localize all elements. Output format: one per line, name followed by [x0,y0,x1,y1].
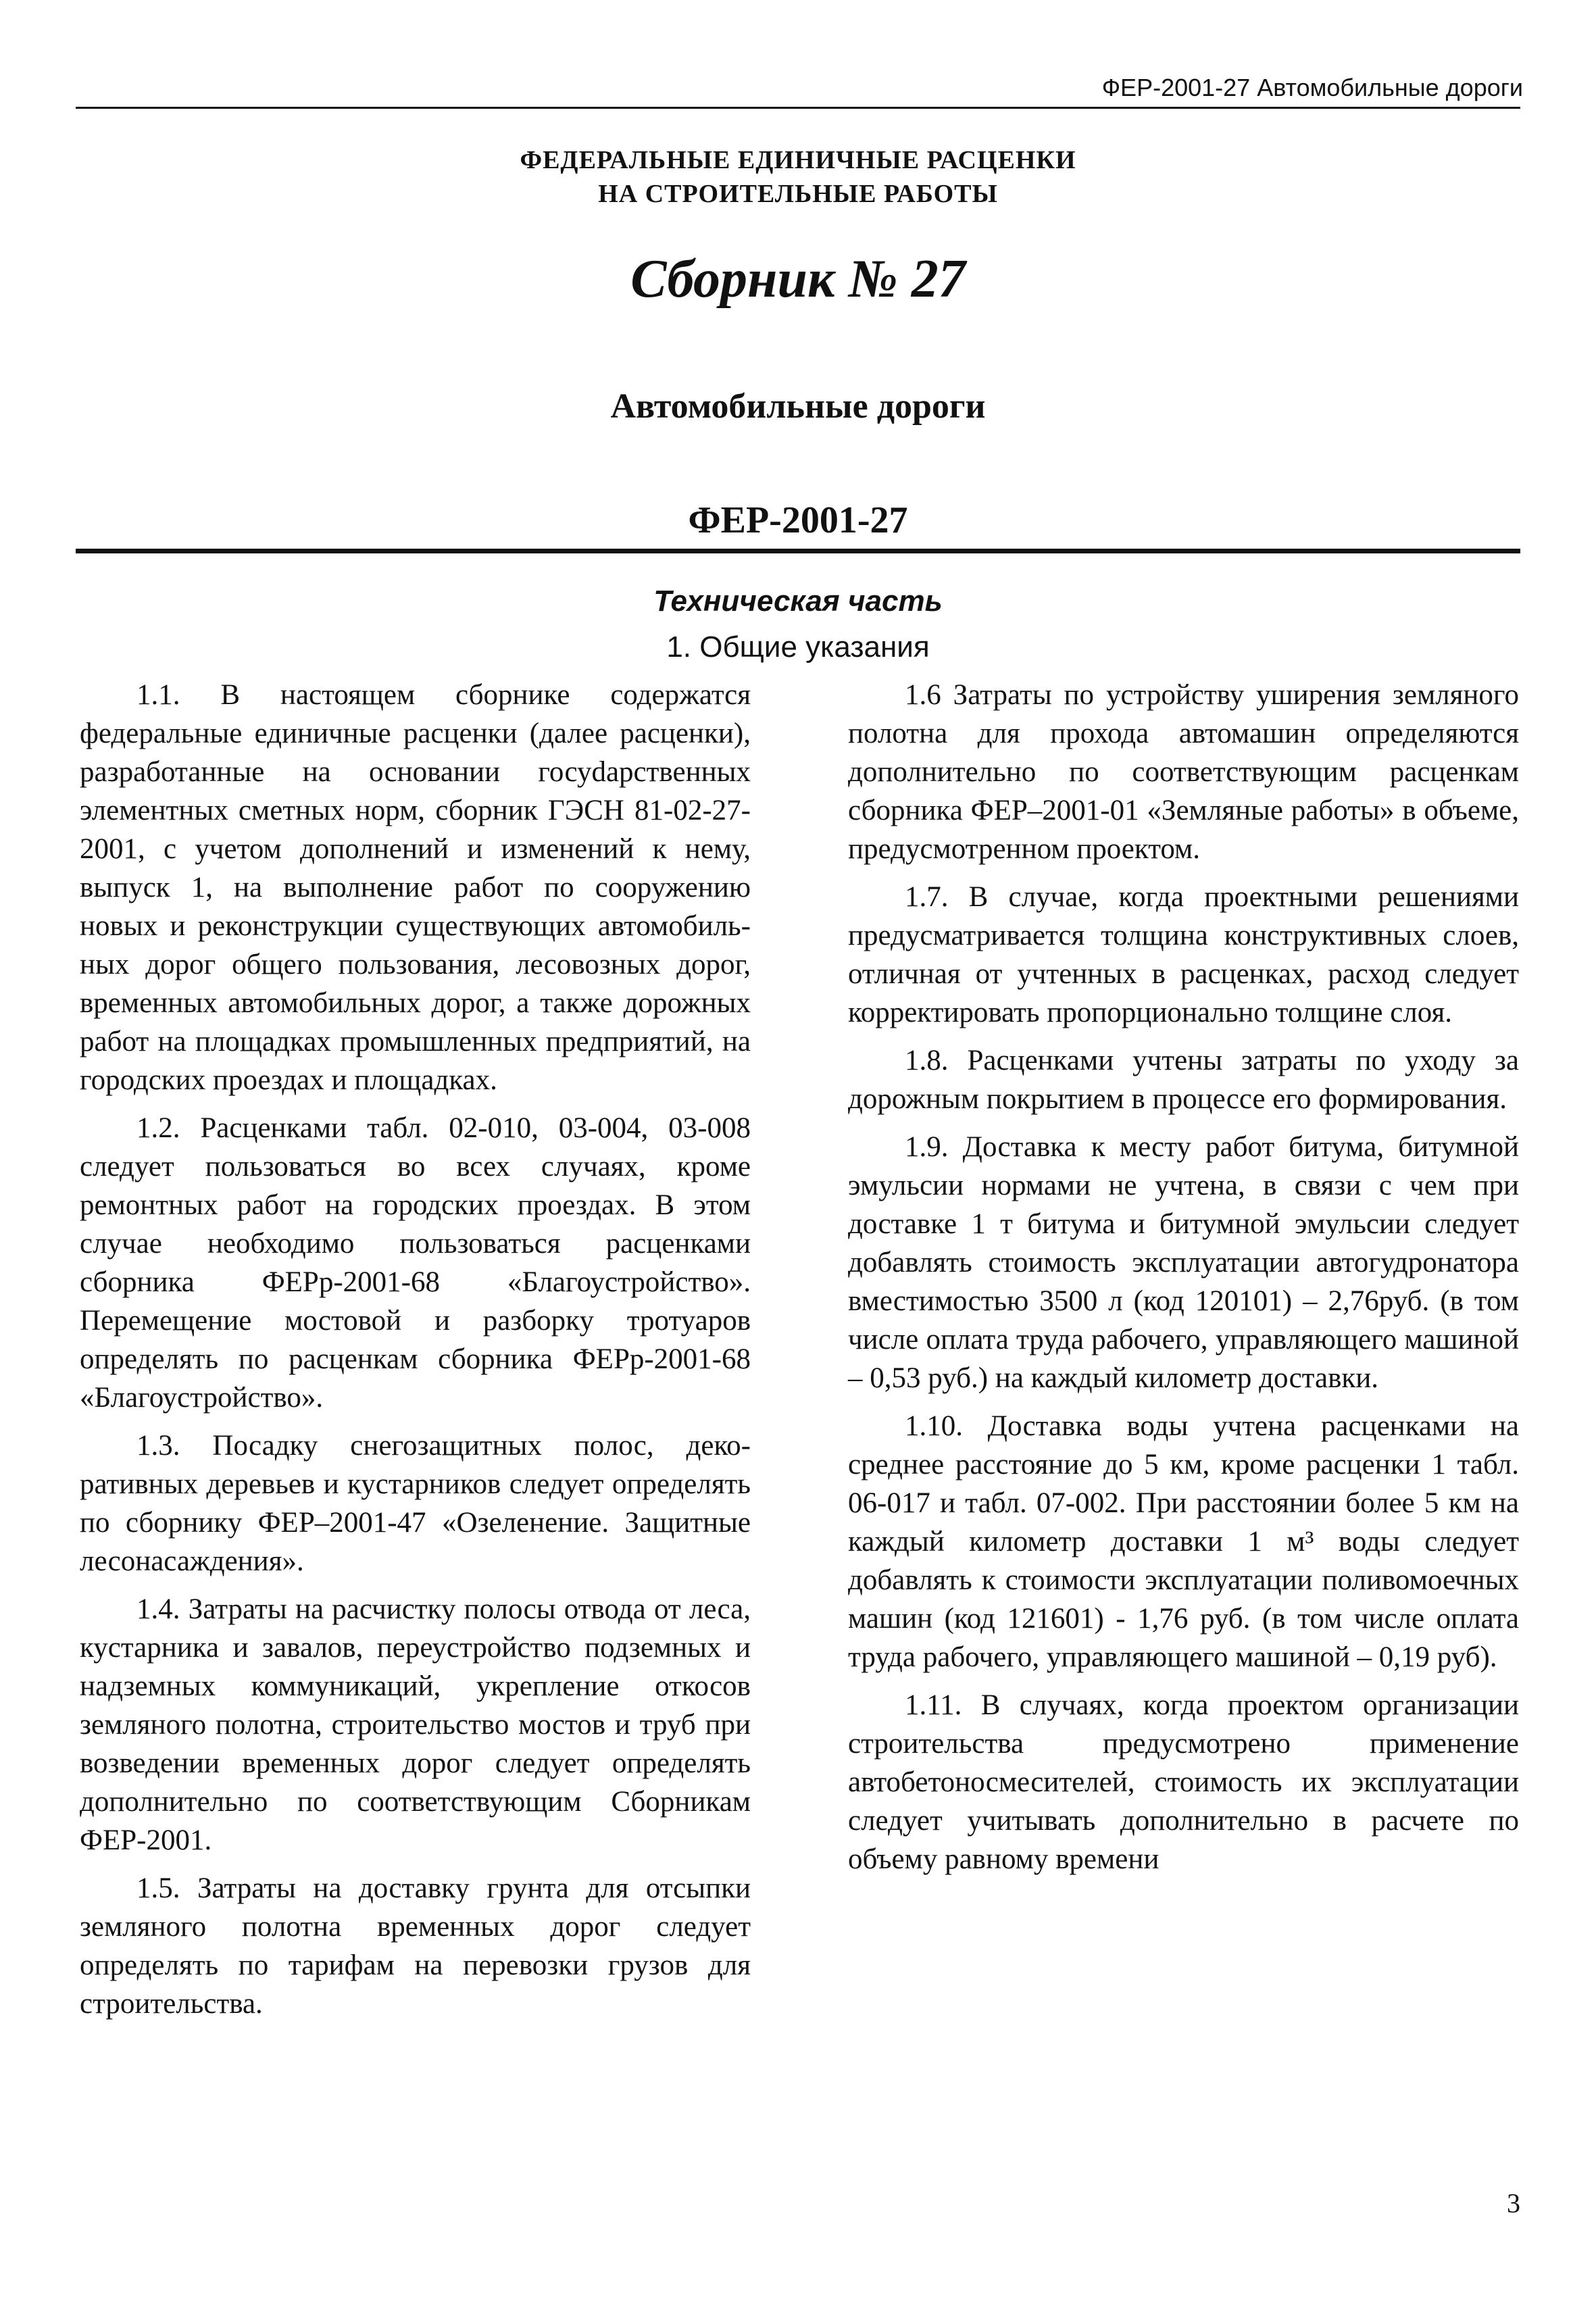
part-title: Техническая часть [653,584,943,618]
heading-line-1: ФЕДЕРАЛЬНЫЕ ЕДИНИЧНЫЕ РАСЦЕНКИ [520,146,1076,174]
paragraph-1-4: 1.4. Затраты на расчистку полосы отвода от леса, кустарника и завалов, переустройство подземных и надземных коммуникаций, укрепление откосов земляного полотна, строительство мостов и труб при возведении временных дорог следует определять дополнительно по соответствующим Сборникам ФЕР-2001. [80,1593,751,1856]
left-column [80,676,751,2033]
paragraph-1-2: 1.2. Расценками табл. 02-010, 03-004, 03-008 следует пользоваться во всех случаях, кроме ремонтных работ на городских проездах. В этом случае необходимо пользоваться расценками сборника ФЕРр-2001-68 «Благоустройство». Перемещение мостовой и разборку тротуаров определять по расценкам сборника ФЕРр-2001-68 «Благоустройство». [80,1112,751,1414]
heading-line-2: НА СТРОИТЕЛЬНЫЕ РАБОТЫ [598,180,998,208]
header-rule [76,107,1520,109]
right-column [848,676,1519,1888]
collection-code: ФЕР-2001-27 [688,499,908,541]
paragraph-1-11: 1.11. В случаях, когда проектом организации строительства предусмотрено применение автобетоносмесителей, стоимость их эксплуатации следует учитывать дополнительно в расчете по объему равному времени [848,1689,1519,1875]
title-rule [76,549,1520,553]
paragraph-1-8: 1.8. Расценками учтены затраты по уходу за дорожным покрытием в процессе его формирования. [848,1045,1519,1115]
collection-title: Сборник № 27 [630,249,966,309]
paragraph-1-10: 1.10. Доставка воды учтена расценками на среднее расстояние до 5 км, кроме расценки 1 табл. 06-017 и табл. 07-002. При расстоянии более 5 км на каждый километр доставки 1 м³ воды следует добавлять к стоимости эксплуатации поливомоечных машин (код 121601) - 1,76 руб. (в том числе оплата труда рабочего, управляющего машиной – 0,19 руб). [848,1410,1519,1673]
paragraph-1-7: 1.7. В случае, когда проектными решениями предусматривается толщина конструктивных слоев, отличная от учтенных в расценках, расход следует корректировать пропорционально толщине слоя. [848,881,1519,1028]
paragraph-1-3: 1.3. Посадку снегозащитных полос, декоративных деревьев и кустарников следует определять по сборнику ФЕР–2001-47 «Озеленение. Защитные лесонасаждения». [80,1430,751,1577]
running-header: ФЕР-2001-27 Автомобильные дороги [1101,74,1523,101]
paragraph-1-1: 1.1. В настоящем сборнике содержатся федеральные единичные расценки (далее расценки), разработанные на основании госуdарственных элементных сметных норм, сборник ГЭСН 81-02-27-2001, с учетом дополнений и изменений к нему, выпуск 1, на выполнение работ по сооружению новых и реконструкции существующих автомобильных дорог общего пользования, лесовозных дорог, временных автомобильных дорог, а также дорожных работ на площадках промышленных предприятий, на городских проездах и площадках. [80,679,751,1096]
paragraph-1-6: 1.6 Затраты по устройству уширения земляного полотна для прохода автомашин определяются дополнительно по соответствующим расценкам сборника ФЕР–2001-01 «Земляные работы» в объеме, предусмотренном проектом. [848,679,1519,865]
collection-subject: Автомобильные дороги [610,387,986,426]
document-heading [0,143,1596,211]
paragraph-1-9: 1.9. Доставка к месту работ битума, битумной эмульсии нормами не учтена, в связи с чем при доставке 1 т битума и битумной эмульсии следует добавлять стоимость эксплуатации автогудронатора вместимостью 3500 л (код 120101) – 2,76руб. (в том числе оплата труда рабочего, управляющего машиной – 0,53 руб.) на каждый километр доставки. [848,1131,1519,1394]
paragraph-1-5: 1.5. Затраты на доставку грунта для отсыпки земляного полотна временных дорог следует определять по тарифам на перевозки грузов для строительства. [80,1872,751,2020]
page-number: 3 [1507,2188,1520,2218]
section-title: 1. Общие указания [666,630,930,664]
